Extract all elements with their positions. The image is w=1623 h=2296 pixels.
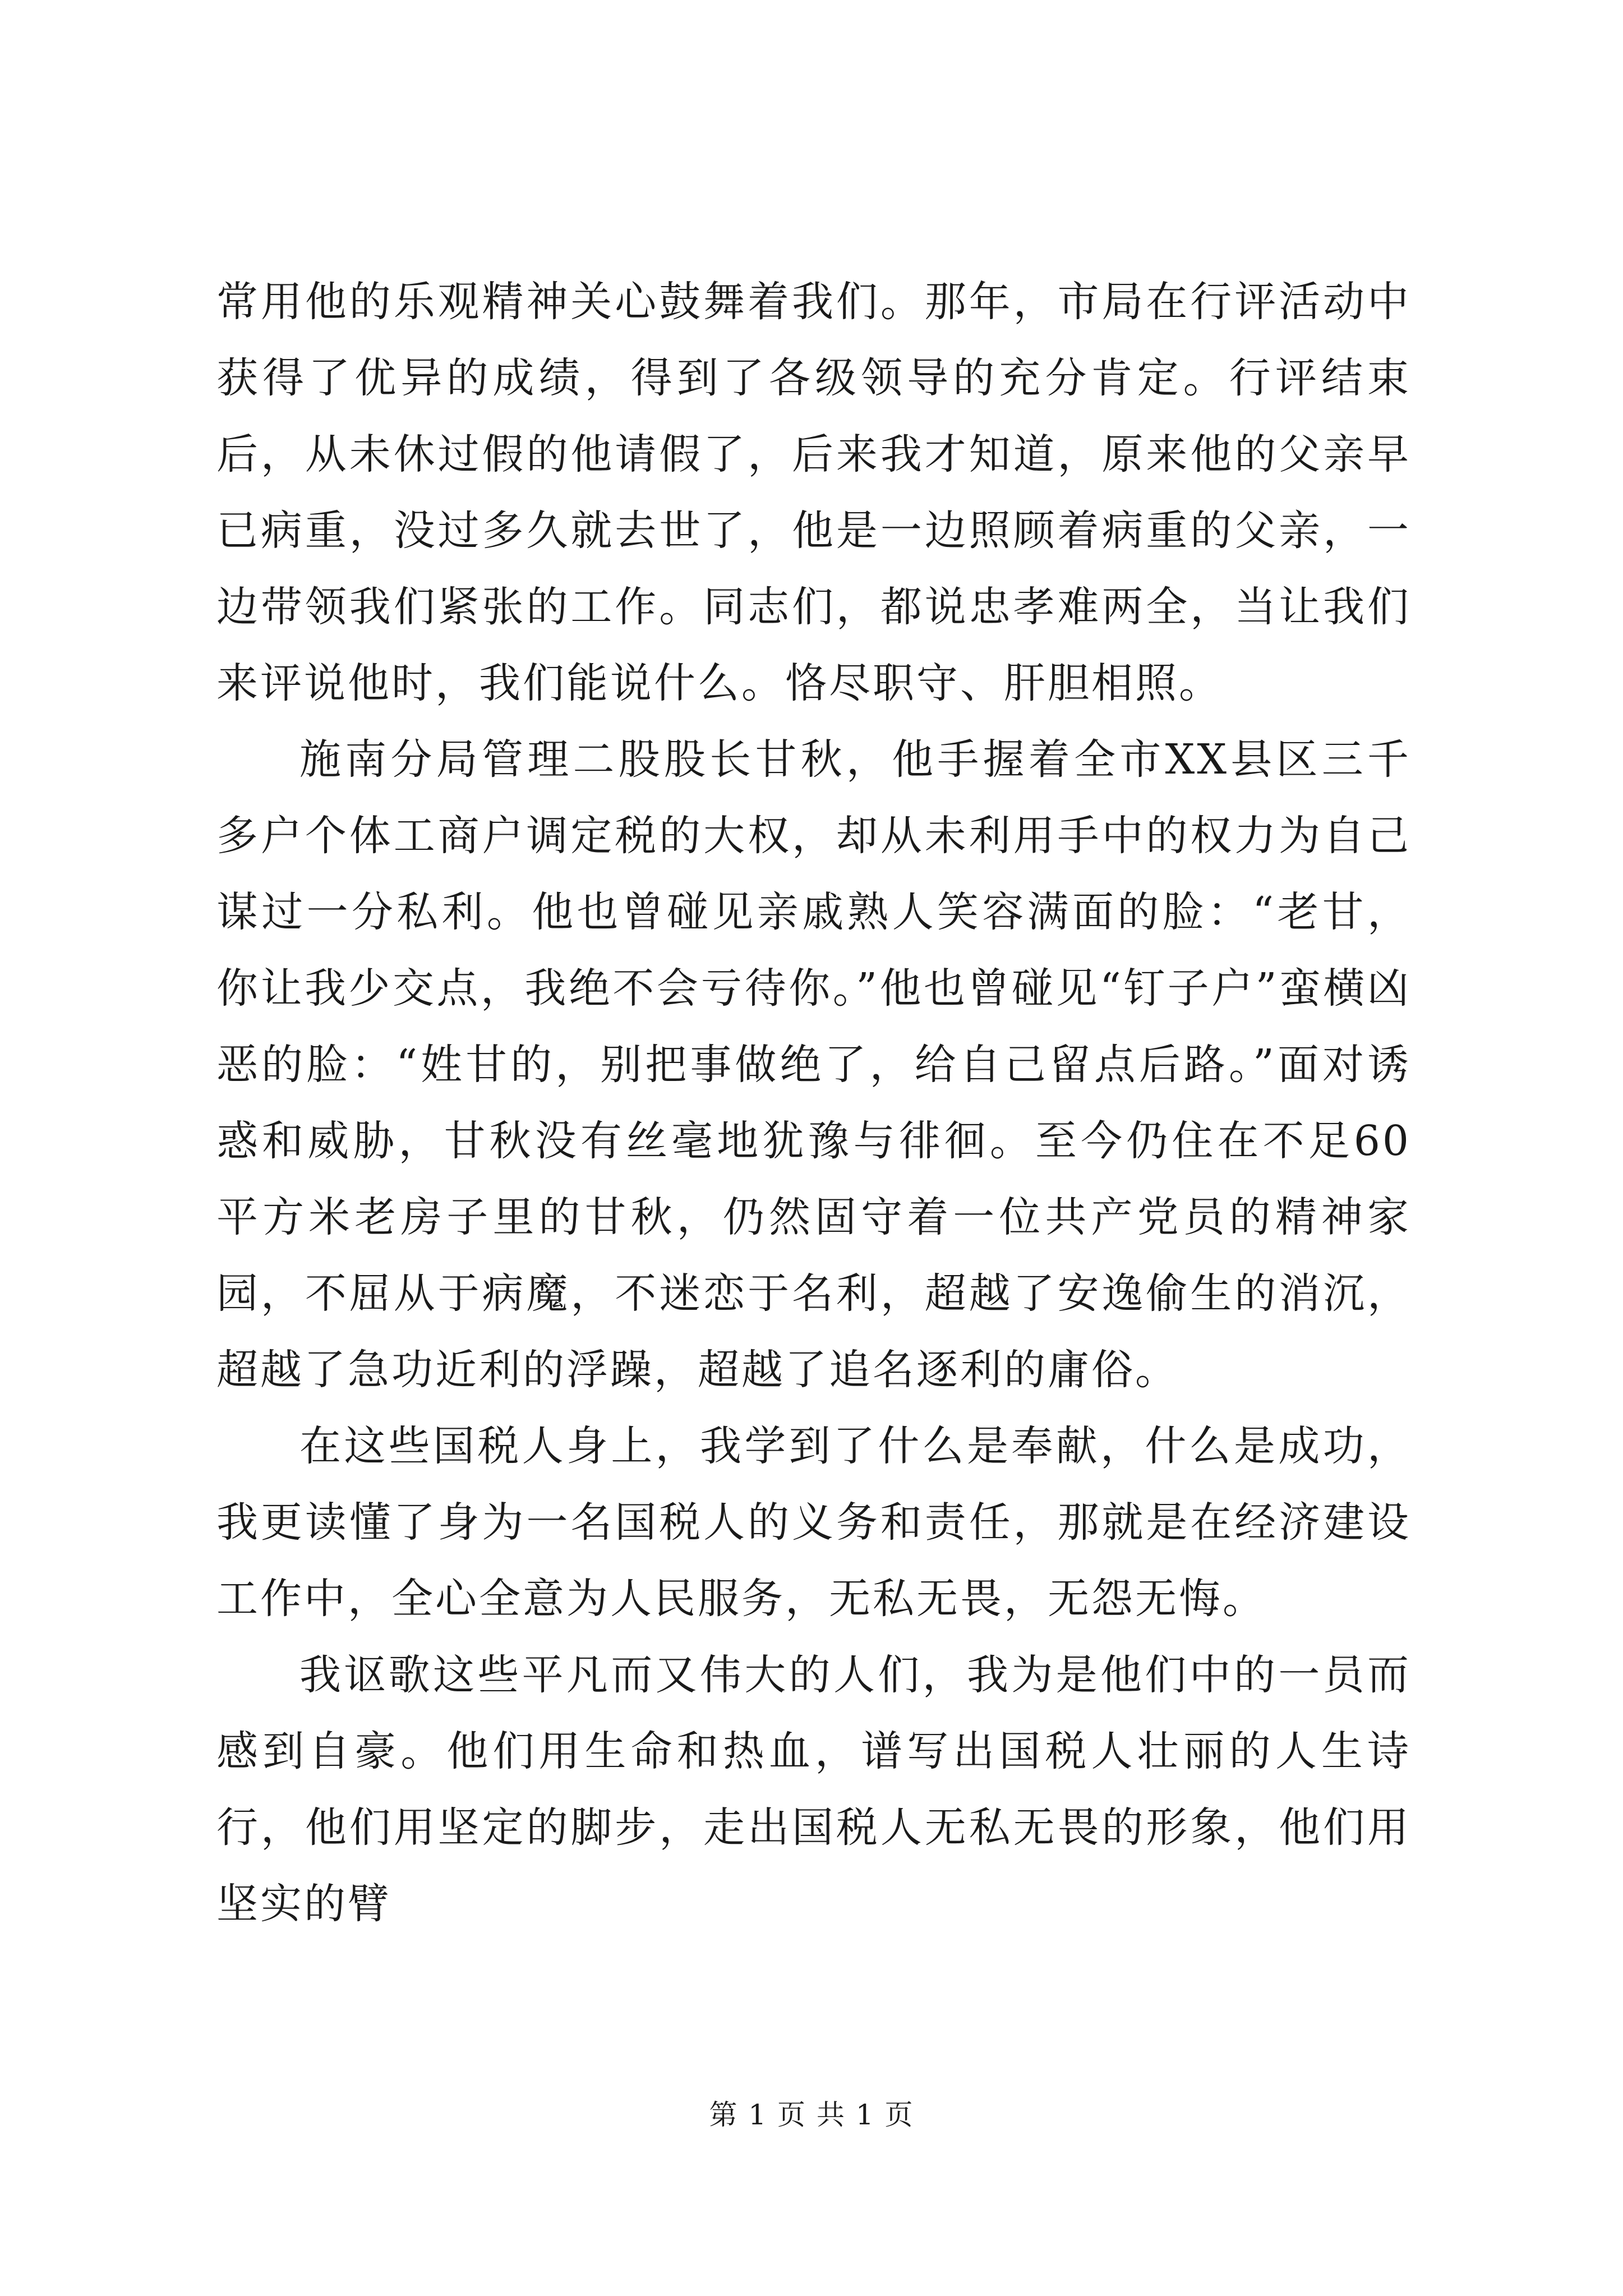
paragraph-1: 常用他的乐观精神关心鼓舞着我们。那年，市局在行评活动中获得了优异的成绩，得到了各级领导的充分肯定。行评结束后，从未休过假的他请假了，后来我才知道，原来他的父亲早已病重，没过多久就去世了，他是一边照顾着病重的父亲，一边带领我们紧张的工作。同志们，都说忠孝难两全，当让我们来评说他时，我们能说什么。恪尽职守、肝胆相照。: [216, 278, 1411, 707]
paragraph-4: 我讴歌这些平凡而又伟大的人们，我为是他们中的一员而感到自豪。他们用生命和热血，谱写出国税人壮丽的人生诗行，他们用坚定的脚步，走出国税人无私无畏的形象，他们用坚实的臂: [216, 1651, 1411, 1928]
paragraph-2: 施南分局管理二股股长甘秋，他手握着全市XX县区三千多户个体工商户调定税的大权，却从未利用手中的权力为自己谋过一分私利。他也曾碰见亲戚熟人笑容满面的脸：“老甘，你让我少交点，我绝不会亏待你。”他也曾碰见“钉子户”蛮横凶恶的脸：“姓甘的，别把事做绝了，给自己留点后路。”面对诱惑和威胁，甘秋没有丝毫地犹豫与徘徊。至今仍住在不足60平方米老房子里的甘秋，仍然固守着一位共产党员的精神家园，不屈从于病魔，不迷恋于名利，超越了安逸偷生的消沉，超越了急功近利的浮躁，超越了追名逐利的庸俗。: [216, 735, 1411, 1394]
document-body: [216, 264, 1411, 1942]
page-footer: 第 1 页 共 1 页: [709, 2099, 914, 2131]
paragraph-3: 在这些国税人身上，我学到了什么是奉献，什么是成功，我更读懂了身为一名国税人的义务和责任，那就是在经济建设工作中，全心全意为人民服务，无私无畏，无怨无悔。: [216, 1422, 1411, 1623]
